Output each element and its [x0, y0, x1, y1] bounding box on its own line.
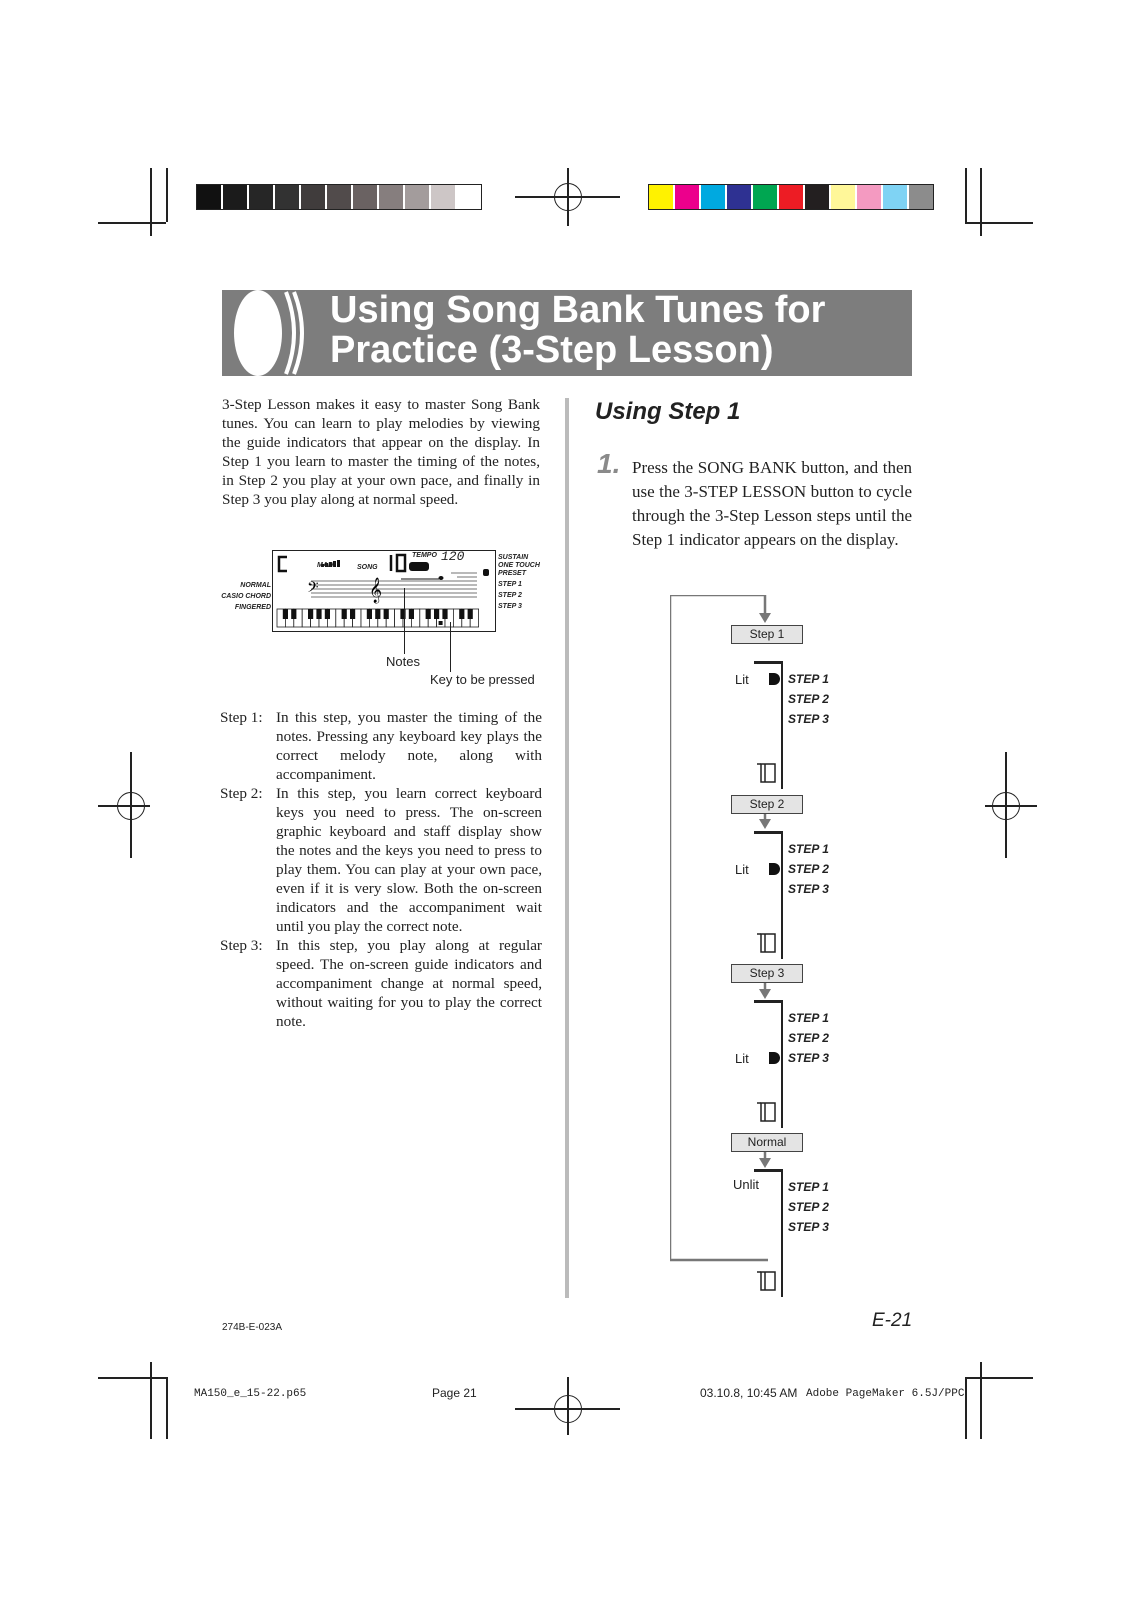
step-indicator: STEP 1 [788, 1180, 829, 1194]
step-indicator: STEP 3 [788, 712, 829, 726]
lcd-right-labels [498, 554, 540, 611]
crop-mark [965, 1377, 1033, 1379]
indicator-line [781, 1000, 783, 1128]
print-date: 03.10.8, 10:45 AM [700, 1386, 798, 1400]
color-swatch [649, 185, 675, 209]
indicator-bar [754, 831, 782, 834]
lcd-label-one-touch: ONE TOUCH [498, 562, 540, 569]
crop-mark [166, 1377, 168, 1439]
step-indicator: STEP 1 [788, 1011, 829, 1025]
page-label: Page 21 [432, 1386, 477, 1400]
step-indicator: STEP 2 [788, 692, 829, 706]
gray-scale-bar [196, 184, 482, 210]
indicator-state: Lit [735, 862, 749, 877]
color-bar [648, 184, 934, 210]
flow-arrow-head [759, 1158, 771, 1168]
crop-mark [166, 168, 168, 222]
registration-circle [554, 1395, 582, 1423]
color-swatch [727, 185, 753, 209]
crop-mark [150, 1362, 152, 1439]
intro-paragraph: 3-Step Lesson makes it easy to master Song Bank tunes. You can learn to play melodies by viewing the guide indicators that appear on the display. In Step 1 you learn to master the timing of the notes, in Step 2 you play at your own pace, and finally in Step 3 you play along at normal speed. [222, 396, 540, 508]
color-swatch [197, 185, 223, 209]
indicator-bar [754, 1000, 782, 1003]
list-item [220, 784, 542, 936]
color-swatch [779, 185, 805, 209]
step-indicator: STEP 2 [788, 862, 829, 876]
lcd-label-main: MAIN [317, 562, 335, 569]
step-key: Step 2: [220, 785, 263, 802]
step-key: Step 3: [220, 937, 263, 954]
color-swatch [249, 185, 275, 209]
crop-mark [965, 222, 1033, 224]
color-swatch [701, 185, 727, 209]
step-indicator: STEP 1 [788, 842, 829, 856]
svg-text:𝄢: 𝄢 [307, 579, 319, 600]
title-banner [222, 290, 912, 376]
indicator-bar [754, 1169, 782, 1172]
lcd-label-step3: STEP 3 [498, 603, 522, 610]
app-name: Adobe PageMaker 6.5J/PPC [806, 1388, 965, 1400]
lcd-label-casio-chord: CASIO CHORD [221, 593, 271, 600]
color-swatch [805, 185, 831, 209]
color-swatch [909, 185, 933, 209]
color-swatch [379, 185, 405, 209]
display-icon [756, 932, 778, 954]
display-icon [756, 1270, 778, 1292]
lcd-tempo-value: 120 [441, 549, 465, 564]
page-number: E-21 [872, 1310, 913, 1331]
lcd-label-sustain: SUSTAIN [498, 554, 529, 561]
flow-step-box: Step 2 [731, 795, 803, 814]
color-swatch [223, 185, 249, 209]
document-code: 274B-E-023A [222, 1322, 283, 1333]
lcd-label-tempo: TEMPO [412, 552, 437, 559]
flow-step-box: Step 3 [731, 964, 803, 983]
lcd-display [272, 550, 496, 632]
lcd-label-fingered: FINGERED [234, 604, 271, 611]
step-indicator: STEP 3 [788, 1220, 829, 1234]
crop-mark [98, 222, 166, 224]
crop-mark [980, 1362, 982, 1439]
flow-arrow-head [759, 819, 771, 829]
lcd-label-preset: PRESET [498, 570, 527, 577]
lcd-label-normal: NORMAL [240, 582, 271, 589]
color-swatch [675, 185, 701, 209]
title-line: Practice (3-Step Lesson) [330, 329, 774, 371]
title-line: Using Song Bank Tunes for [330, 289, 826, 331]
indicator-bar [754, 661, 782, 664]
crop-mark [980, 168, 982, 236]
flow-arrow-head [759, 989, 771, 999]
display-icon [756, 762, 778, 784]
color-swatch [431, 185, 457, 209]
color-swatch [275, 185, 301, 209]
registration-circle [117, 792, 145, 820]
step-text: In this step, you learn correct keyboard keys you need to press. The on-screen graphic keyboard and staff display show the notes and the keys you need to press to play them. You can play at your own pace, even if it is very slow. Both the on-screen indicators and the accompaniment wait until you play the correct note. [276, 785, 542, 935]
section-tab-icon [232, 290, 312, 376]
step-indicator: STEP 1 [788, 672, 829, 686]
instruction-text: Press the SONG BANK button, and then use the 3-STEP LESSON button to cycle through the 3-Step Lesson steps until the Step 1 indicator appears on the display. [632, 458, 912, 549]
indicator-state: Lit [735, 672, 749, 687]
list-item [220, 708, 542, 784]
callout-line [450, 622, 451, 672]
color-swatch [353, 185, 379, 209]
flow-step-box: Step 1 [731, 625, 803, 644]
notes-callout: Notes [386, 654, 420, 669]
crop-mark [965, 1377, 967, 1439]
display-icon [756, 1101, 778, 1123]
crop-mark [150, 168, 152, 236]
color-swatch [327, 185, 353, 209]
color-swatch [405, 185, 431, 209]
step-text: In this step, you play along at regular speed. The on-screen guide indicators and accompaniment change at normal speed, without waiting for you to play the correct note. [276, 937, 542, 1030]
registration-circle [992, 792, 1020, 820]
lcd-label-song: SONG [357, 564, 378, 571]
indicator-line [781, 831, 783, 959]
color-swatch [753, 185, 779, 209]
step-number: 1. [597, 448, 621, 479]
list-item [220, 936, 542, 1031]
step-indicator: STEP 2 [788, 1200, 829, 1214]
indicator-state: Lit [735, 1051, 749, 1066]
page-title [330, 290, 910, 370]
indicator-state: Unlit [733, 1177, 760, 1192]
step-list [220, 708, 542, 1031]
color-swatch [301, 185, 327, 209]
svg-text:𝄞: 𝄞 [369, 578, 383, 603]
color-swatch [457, 185, 481, 209]
lcd-label-step1: STEP 1 [498, 581, 522, 588]
step-text: In this step, you master the timing of the notes. Pressing any keyboard key plays the correct melody note, along with accompaniment. [276, 709, 542, 783]
indicator-line [781, 1169, 783, 1297]
color-swatch [831, 185, 857, 209]
registration-circle [554, 183, 582, 211]
lcd-label-step2: STEP 2 [498, 592, 522, 599]
lcd-left-labels [215, 582, 271, 612]
indicator-line [781, 661, 783, 789]
color-swatch [883, 185, 909, 209]
crop-mark [965, 168, 967, 222]
step-key: Step 1: [220, 709, 263, 726]
section-heading: Using Step 1 [595, 398, 741, 425]
flow-step-box: Normal [731, 1133, 803, 1152]
step-indicator: STEP 3 [788, 1051, 829, 1065]
crop-mark [98, 1377, 166, 1379]
color-swatch [857, 185, 883, 209]
key-callout: Key to be pressed [430, 672, 535, 687]
callout-line [404, 588, 405, 654]
step-indicator: STEP 3 [788, 882, 829, 896]
step-indicator: STEP 2 [788, 1031, 829, 1045]
column-divider [565, 398, 569, 1298]
file-name: MA150_e_15-22.p65 [194, 1388, 307, 1400]
